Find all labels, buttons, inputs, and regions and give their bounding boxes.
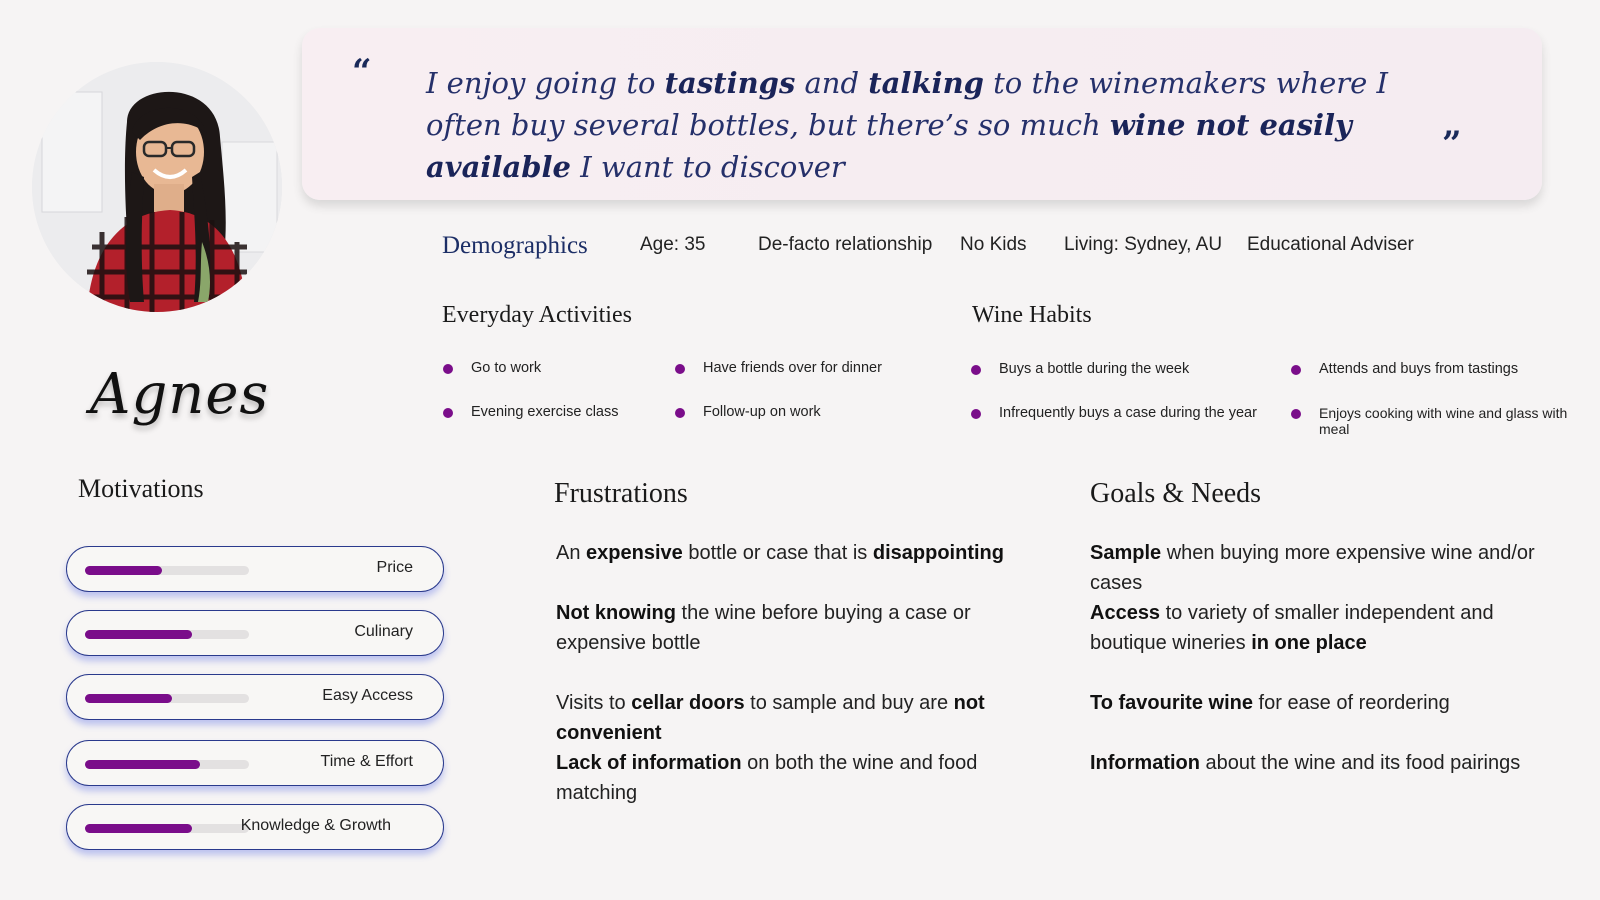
frustration-item — [556, 538, 1026, 568]
goal-text: when buying more expensive wine and/or cases — [1090, 542, 1535, 594]
everyday-activity-item: Go to work — [471, 360, 542, 376]
wine-habit-item: Enjoys cooking with wine and glass with meal — [1319, 405, 1600, 437]
frustrations-title: Frustrations — [554, 478, 688, 509]
everyday-activity-item: Evening exercise class — [471, 404, 619, 420]
motivation-label: Knowledge & Growth — [240, 817, 391, 834]
frustration-text: An — [556, 542, 587, 564]
goal-text-bold: Information — [1090, 752, 1200, 774]
goal-text-bold: To favourite wine — [1090, 692, 1253, 714]
motivation-label: Price — [376, 559, 413, 576]
everyday-activities-title: Everyday Activities — [442, 302, 632, 328]
motivation-fill — [85, 760, 200, 769]
persona-name: Agnes — [90, 362, 270, 427]
frustration-text-bold: disappointing — [872, 542, 1004, 564]
demographics-title: Demographics — [442, 232, 588, 259]
open-quote-icon: “ — [352, 52, 372, 92]
demographic-relationship: De-facto relationship — [758, 234, 933, 255]
close-quote-icon: ” — [1442, 124, 1462, 164]
motivation-price — [66, 546, 444, 592]
goal-item — [1090, 598, 1560, 658]
quote-segment-bold: talking — [868, 66, 984, 100]
frustration-item — [556, 598, 1026, 658]
motivation-track — [85, 824, 249, 833]
persona-quote — [426, 62, 1446, 188]
frustration-text-bold: Lack of information — [556, 752, 742, 774]
everyday-activity-item: Have friends over for dinner — [703, 360, 882, 376]
quote-segment: I enjoy going to — [426, 66, 665, 100]
wine-habit-item: Infrequently buys a case during the year — [999, 405, 1257, 421]
wine-habit-item: Attends and buys from tastings — [1319, 361, 1519, 377]
goal-item — [1090, 688, 1570, 718]
motivation-fill — [85, 694, 172, 703]
demographic-living: Living: Sydney, AU — [1064, 234, 1223, 255]
goal-text: to variety of smaller independent and boutique wineries — [1090, 602, 1494, 654]
frustration-text-bold: expensive — [586, 542, 683, 564]
goal-item — [1090, 748, 1570, 778]
quote-card — [302, 28, 1542, 200]
goal-item — [1090, 538, 1570, 598]
goal-text: about the wine and its food pairings — [1200, 752, 1521, 774]
quote-segment-bold: tastings — [664, 66, 796, 100]
frustration-item — [556, 688, 1036, 748]
goals-title: Goals & Needs — [1090, 478, 1262, 509]
motivation-time-effort — [66, 740, 444, 786]
frustration-text: to sample and buy are — [744, 692, 954, 714]
motivation-track — [85, 694, 249, 703]
wine-habits-title: Wine Habits — [972, 302, 1092, 328]
motivations-title: Motivations — [78, 474, 204, 503]
frustration-text: the wine before buying a case or expensive bottle — [556, 602, 971, 654]
frustration-text: bottle or case that is — [682, 542, 873, 564]
motivation-knowledge-growth — [66, 804, 444, 850]
motivation-fill — [85, 630, 192, 639]
motivation-easy-access — [66, 674, 444, 720]
goal-text: for ease of reordering — [1252, 692, 1450, 714]
quote-segment: to the winemakers where I often buy several bottles, but there’s so much — [426, 66, 1388, 142]
motivation-track — [85, 630, 249, 639]
goal-text-bold: Access — [1090, 602, 1161, 624]
quote-segment: and — [795, 66, 869, 100]
persona-photo — [32, 62, 282, 312]
demographic-age: Age: 35 — [640, 234, 706, 255]
motivation-label: Time & Effort — [320, 753, 413, 770]
goal-text-bold: Sample — [1090, 542, 1162, 564]
frustration-text: on both the wine and food matching — [556, 752, 978, 804]
motivation-label: Culinary — [354, 623, 413, 640]
quote-segment-bold: wine not easily available — [426, 108, 1352, 184]
frustration-text-bold: not convenient — [556, 692, 985, 744]
goal-text-bold: in one place — [1251, 632, 1367, 654]
motivation-fill — [85, 566, 162, 575]
motivation-fill — [85, 824, 192, 833]
wine-habit-item: Buys a bottle during the week — [999, 361, 1190, 377]
frustration-item — [556, 748, 1036, 808]
persona-avatar — [32, 62, 282, 312]
motivation-track — [85, 566, 249, 575]
motivation-track — [85, 760, 249, 769]
motivation-label: Easy Access — [322, 687, 413, 704]
demographic-occupation: Educational Adviser — [1247, 234, 1414, 255]
everyday-activity-item: Follow-up on work — [703, 404, 821, 420]
quote-segment: I want to discover — [571, 150, 845, 184]
frustration-text: Visits to — [556, 692, 632, 714]
motivation-culinary — [66, 610, 444, 656]
demographic-kids: No Kids — [960, 234, 1027, 255]
frustration-text-bold: Not knowing — [556, 602, 676, 624]
frustration-text-bold: cellar doors — [631, 692, 745, 714]
